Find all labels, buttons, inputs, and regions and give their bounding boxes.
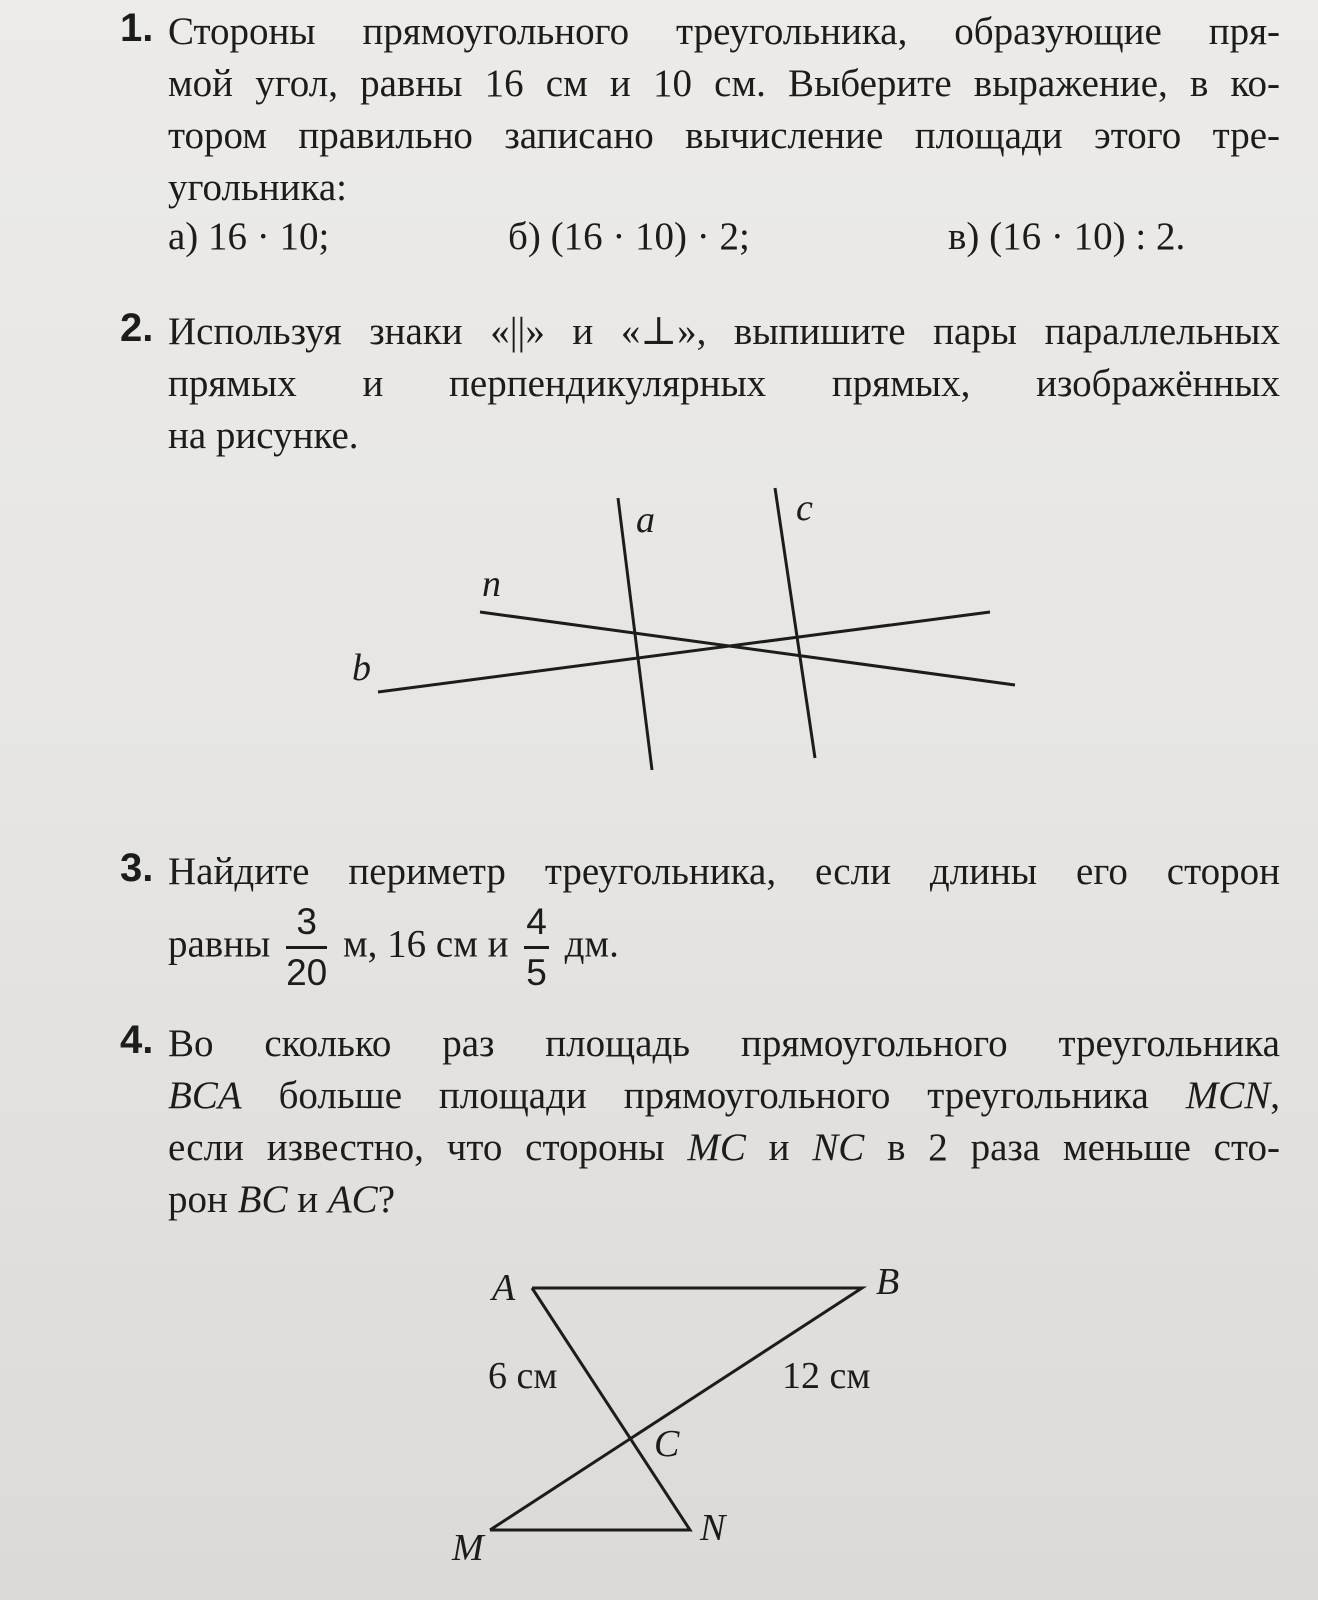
- text-line: на рисунке.: [168, 414, 359, 457]
- vertex-a: A: [492, 1267, 516, 1309]
- text-line: угольника:: [168, 166, 348, 209]
- vertex-n: N: [700, 1507, 726, 1549]
- side-mc: MC: [687, 1126, 746, 1169]
- text-fragment: равны: [168, 922, 271, 966]
- fraction-numerator: 3: [286, 902, 327, 949]
- problem-number: 4.: [120, 1018, 154, 1062]
- text-line: прямых и перпендикулярных прямых, изображённых: [168, 362, 1280, 405]
- label-n: n: [482, 563, 501, 605]
- option-c: в) (16 · 10) : 2.: [948, 215, 1186, 258]
- text-fragment: ?: [377, 1178, 395, 1221]
- text-fragment: в 2 раза меньше сто-: [864, 1126, 1281, 1169]
- label-6cm: 6 см: [488, 1355, 558, 1397]
- text-fragment: и: [745, 1126, 813, 1169]
- fraction-denominator: 5: [526, 952, 547, 993]
- label-12cm: 12 см: [782, 1355, 871, 1397]
- text-fragment: м, 16 см и: [342, 922, 509, 966]
- text-fragment: если известно, что стороны: [168, 1126, 688, 1169]
- text-fragment: и: [287, 1178, 328, 1221]
- text-line: Во сколько раз площадь прямоугольного треугольника: [168, 1022, 1280, 1065]
- option-b: б) (16 · 10) · 2;: [508, 215, 750, 258]
- text-fragment: ,: [1270, 1074, 1280, 1117]
- problem-number: 1.: [120, 6, 154, 50]
- segment-an-nm: [490, 1288, 690, 1530]
- side-ac: AC: [327, 1178, 378, 1221]
- fraction-denominator: 20: [286, 952, 328, 993]
- text-line: Стороны прямоугольного треугольника, образующие пря-: [168, 10, 1280, 53]
- option-a: а) 16 · 10;: [168, 215, 330, 258]
- side-nc: NC: [812, 1126, 865, 1169]
- text-line: тором правильно записано вычисление площади этого тре-: [168, 114, 1280, 157]
- text-fragment: дм.: [564, 922, 619, 966]
- segment-ab-bm: [490, 1288, 862, 1530]
- problem-number: 3.: [120, 846, 154, 890]
- text-fragment: рон: [168, 1178, 238, 1221]
- label-a: a: [636, 499, 655, 541]
- label-b: b: [352, 647, 371, 689]
- triangle-bca: BCA: [168, 1074, 242, 1117]
- text-line: мой угол, равны 16 см и 10 см. Выберите выражение, в ко-: [168, 62, 1280, 105]
- problem-number: 2.: [120, 306, 154, 350]
- side-bc: BC: [237, 1178, 288, 1221]
- vertex-c: C: [654, 1423, 680, 1465]
- label-c: c: [796, 487, 813, 529]
- fraction-numerator: 4: [524, 902, 549, 949]
- text-fragment: больше площади прямоугольного треугольника: [241, 1074, 1186, 1117]
- vertex-b: B: [876, 1261, 900, 1303]
- text-line: Найдите периметр треугольника, если длины его сторон: [168, 850, 1280, 893]
- vertex-m: M: [452, 1527, 484, 1569]
- triangle-mcn: MCN: [1185, 1074, 1271, 1117]
- text-line: Используя знаки «||» и «⊥», выпишите пары параллельных: [168, 310, 1280, 353]
